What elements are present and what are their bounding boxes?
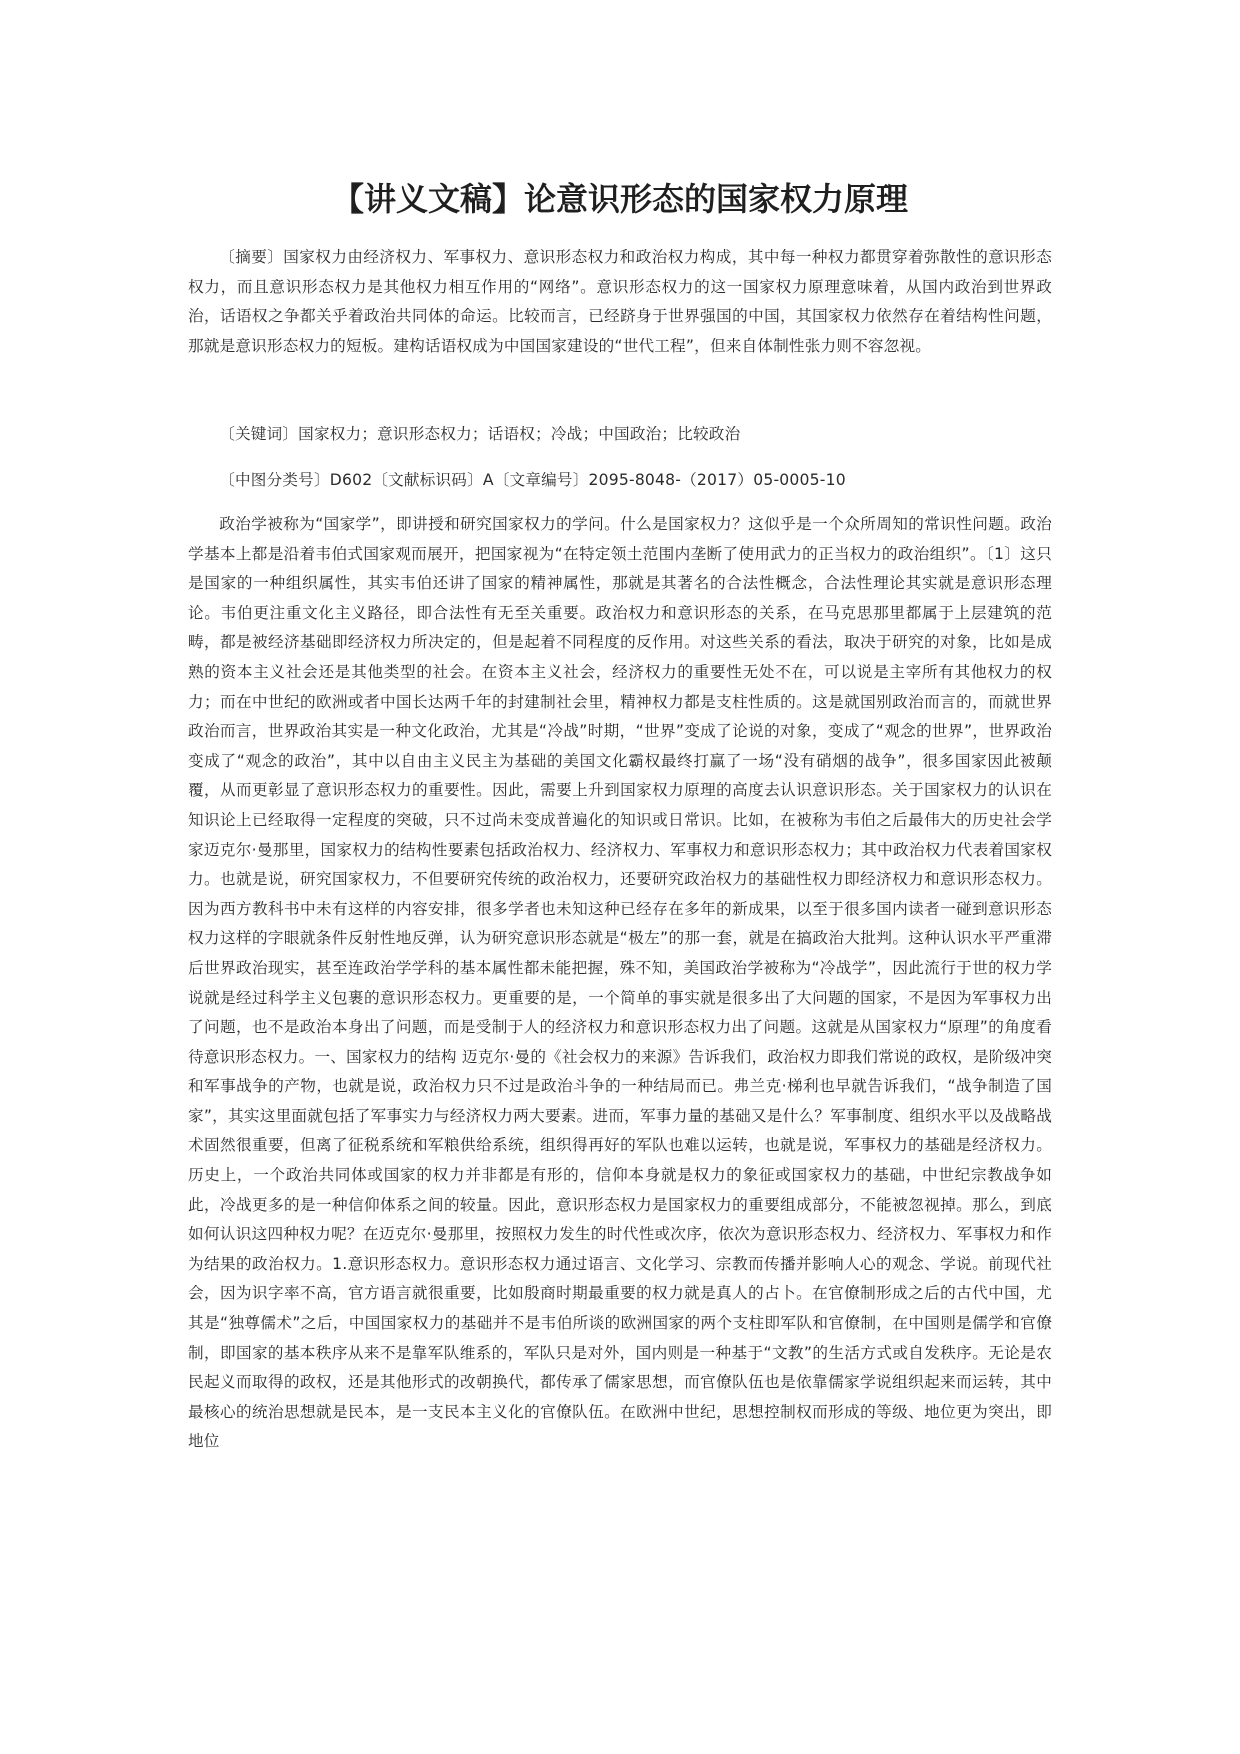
document-title: 【讲义文稿】论意识形态的国家权力原理: [331, 180, 908, 218]
keywords-paragraph: 〔关键词〕国家权力；意识形态权力；话语权；冷战；中国政治；比较政治: [219, 425, 741, 443]
body-paragraph: 政治学被称为“国家学”，即讲授和研究国家权力的学问。什么是国家权力？这似乎是一个众所周知的常识性问题。政治学基本上都是沿着韦伯式国家观而展开，把国家视为“在特定领土范围内垄断了使用武力的正当权力的政治组织”。〔1〕这只是国家的一种组织属性，其实韦伯还讲了国家的精神属性，那就是其著名的合法性概念，合法性理论其实就是意识形态理论。韦伯更注重文化主义路径，即合法性有无至关重要。政治权力和意识形态的关系，在马克思那里都属于上层建筑的范畴，都是被经济基础即经济权力所决定的，但是起着不同程度的反作用。对这些关系的看法，取决于研究的对象，比如是成熟的资本主义社会还是其他类型的社会。在资本主义社会，经济权力的重要性无处不在，可以说是主宰所有其他权力的权力；而在中世纪的欧洲或者中国长达两千年的封建制社会里，精神权力都是支柱性质的。这是就国别政治而言的，而就世界政治而言，世界政治其实是一种文化政治，尤其是“冷战”时期，“世界”变成了论说的对象，变成了“观念的世界”，世界政治变成了“观念的政治”，其中以自由主义民主为基础的美国文化霸权最终打赢了一场“没有硝烟的战争”，很多国家因此被颠覆，从而更彰显了意识形态权力的重要性。因此，需要上升到国家权力原理的高度去认识意识形态。关于国家权力的认识在知识论上已经取得一定程度的突破，只不过尚未变成普遍化的知识或日常识。比如，在被称为韦伯之后最伟大的历史社会学家迈克尔·曼那里，国家权力的结构性要素包括政治权力、经济权力、军事权力和意识形态权力；其中政治权力代表着国家权力。也就是说，研究国家权力，不但要研究传统的政治权力，还要研究政治权力的基础性权力即经济权力和意识形态权力。因为西方教科书中未有这样的内容安排，很多学者也未知这种已经存在多年的新成果，以至于很多国内读者一碰到意识形态权力这样的字眼就条件反射性地反弹，认为研究意识形态就是“极左”的那一套，就是在搞政治大批判。这种认识水平严重滞后世界政治现实，甚至连政治学学科的基本属性都未能把握，殊不知，美国政治学被称为“冷战学”，因此流行于世的权力学说就是经过科学主义包裹的意识形态权力。更重要的是，一个简单的事实就是很多出了大问题的国家，不是因为军事权力出了问题，也不是政治本身出了问题，而是受制于人的经济权力和意识形态权力出了问题。这就是从国家权力“原理”的角度看待意识形态权力。一、国家权力的结构 迈克尔·曼的《社会权力的来源》告诉我们，政治权力即我们常说的政权，是阶级冲突和军事战争的产物，也就是说，政治权力只不过是政治斗争的一种结局而已。弗兰克·梯利也早就告诉我们，“战争制造了国家”，其实这里面就包括了军事实力与经济权力两大要素。进而，军事力量的基础又是什么？军事制度、组织水平以及战略战术固然很重要，但离了征税系统和军粮供给系统，组织得再好的军队也难以运转，也就是说，军事权力的基础是经济权力。历史上，一个政治共同体或国家的权力并非都是有形的，信仰本身就是权力的象征或国家权力的基础，中世纪宗教战争如此，冷战更多的是一种信仰体系之间的较量。因此，意识形态权力是国家权力的重要组成部分，不能被忽视掉。那么，到底如何认识这四种权力呢？在迈克尔·曼那里，按照权力发生的时代性或次序，依次为意识形态权力、经济权力、军事权力和作为结果的政治权力。1.意识形态权力。意识形态权力通过语言、文化学习、宗教而传播并影响人心的观念、学说。前现代社会，因为识字率不高，官方语言就很重要，比如殷商时期最重要的权力就是真人的占卜。在官僚制形成之后的古代中国，尤其是“独尊儒术”之后，中国国家权力的基础并不是韦伯所谈的欧洲国家的两个支柱即军队和官僚制，在中国则是儒学和官僚制，即国家的基本秩序从来不是靠军队维系的，军队只是对外，国内则是一种基于“文教”的生活方式或自发秩序。无论是农民起义而取得的政权，还是其他形式的改朝换代，都传承了儒家思想，而官僚队伍也是依靠儒家学说组织起来而运转，其中最核心的统治思想就是民本，是一支民本主义化的官僚队伍。在欧洲中世纪，思想控制权而形成的等级、地位更为突出，即地位: [188, 515, 1052, 1451]
abstract-paragraph: 〔摘要〕国家权力由经济权力、军事权力、意识形态权力和政治权力构成，其中每一种权力都贯穿着弥散性的意识形态权力，而且意识形态权力是其他权力相互作用的“网络”。意识形态权力的这一国家权力原理意味着，从国内政治到世界政治，话语权之争都关乎着政治共同体的命运。比较而言，已经跻身于世界强国的中国，其国家权力依然存在着结构性问题，那就是意识形态权力的短板。建构话语权成为中国国家建设的“世代工程”，但来自体制性张力则不容忽视。: [188, 248, 1052, 355]
classification-paragraph: 〔中图分类号〕D602〔文献标识码〕A〔文章编号〕2095-8048-（2017）05-0005-10: [219, 471, 846, 489]
